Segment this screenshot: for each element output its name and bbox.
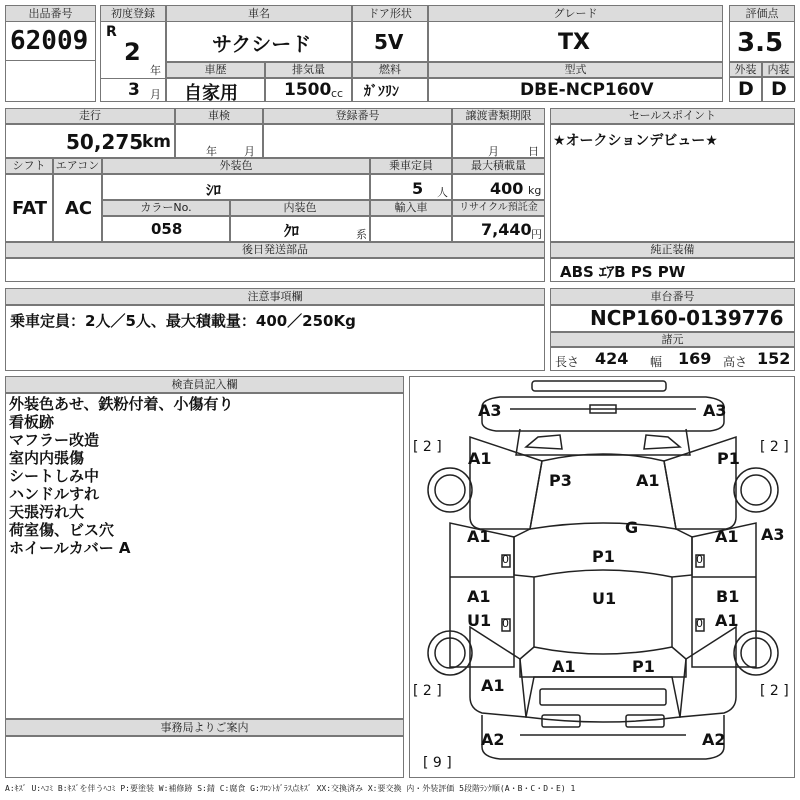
- ac-label: エアコン: [53, 158, 102, 174]
- mark-roof-front: P1: [592, 547, 615, 566]
- ext-label: 外装: [729, 62, 762, 77]
- mark-rear-left: A1: [552, 657, 576, 676]
- capacity-unit: 人: [437, 186, 448, 199]
- notes-value: 乗車定員：2人／5人、最大積載量：400／250Kg: [10, 312, 356, 330]
- interior-cell: [230, 216, 370, 242]
- mark-hood-right: A1: [636, 471, 660, 490]
- tire-front-left: [ 2 ]: [413, 439, 442, 455]
- inspection-year-unit: 年: [206, 145, 217, 158]
- interior-unit: 系: [356, 228, 367, 241]
- car-outline: [410, 377, 795, 778]
- door-label: ドア形状: [352, 5, 428, 22]
- spec-label: 諸元: [550, 332, 795, 347]
- office-cell: [5, 736, 404, 778]
- sales-label: セールスポイント: [550, 108, 795, 124]
- ext-rating: D: [738, 78, 754, 100]
- length-label: 長さ: [555, 355, 580, 369]
- plate-cell: [263, 124, 452, 158]
- mark-right-front-handle: 0: [696, 553, 703, 566]
- recycle-value: 7,440: [481, 220, 532, 239]
- spare-tire: [ 9 ]: [423, 755, 452, 771]
- mark-front-right-bumper: A3: [703, 401, 727, 420]
- history-value: 自家用: [184, 83, 238, 104]
- score-value: 3.5: [737, 28, 784, 58]
- reg-year: 2: [124, 38, 141, 66]
- lot-subcell: [5, 60, 96, 102]
- inspector-line: 荷室傷、ビス穴: [9, 521, 115, 539]
- capacity-label: 乗車定員: [370, 158, 452, 174]
- reg-month-unit: 月: [150, 88, 161, 101]
- later-parts-label: 後日発送部品: [5, 242, 545, 258]
- mark-left-front-handle: 0: [502, 553, 509, 566]
- load-value: 400: [490, 179, 524, 198]
- type-label: 型式: [428, 62, 723, 78]
- fuel-label: 燃料: [352, 62, 428, 78]
- load-label: 最大積載量: [452, 158, 545, 174]
- later-parts-cell: [5, 258, 545, 282]
- transfer-month-unit: 月: [488, 145, 499, 158]
- grade-value: TX: [558, 30, 590, 55]
- chassis-value: NCP160-0139776: [590, 306, 784, 330]
- shift-label: シフト: [5, 158, 53, 174]
- type-value: DBE-NCP160V: [520, 80, 654, 100]
- color-value: ｼﾛ: [206, 181, 222, 199]
- inspection-month-unit: 月: [244, 145, 255, 158]
- width-label: 幅: [650, 355, 663, 369]
- mark-rear-bumper-right: A2: [702, 730, 726, 749]
- int-rating: D: [771, 78, 787, 100]
- mark-front-left-bumper: A3: [478, 401, 502, 420]
- equip-label: 純正装備: [550, 242, 795, 258]
- int-label: 内装: [762, 62, 795, 77]
- height-label: 高さ: [723, 355, 748, 369]
- length-value: 424: [595, 349, 629, 368]
- tire-rear-right: [ 2 ]: [760, 683, 789, 699]
- plate-label: 登録番号: [263, 108, 452, 124]
- mark-left-rear-handle: 0: [502, 617, 509, 630]
- inspector-line: 看板跡: [9, 413, 55, 431]
- score-label: 評価点: [729, 5, 795, 22]
- tire-front-right: [ 2 ]: [760, 439, 789, 455]
- recycle-unit: 円: [531, 228, 542, 241]
- displacement-value: 1500: [284, 80, 332, 100]
- legend: A:ｷｽﾞ U:ﾍｺﾐ B:ｷｽﾞを伴うﾍｺﾐ P:要塗装 W:補修跡 S:錆 C:腐食 G:ﾌﾛﾝﾄｶﾞﾗｽ点ｷｽﾞ XX:交換済み X:要交換 内・外装評価 5段階ﾗﾝｸ順(A・B・C・D・E) 1: [5, 784, 576, 793]
- interior-value: ｸﾛ: [284, 222, 300, 240]
- mark-left-rear-door: A1: [467, 587, 491, 606]
- inspection-label: 車検: [175, 108, 263, 124]
- ac-value: AC: [65, 198, 93, 219]
- mark-left-rear-door-dent: U1: [467, 611, 492, 630]
- reg-era: R: [106, 24, 117, 40]
- sales-point: ★オークションデビュー★: [553, 133, 718, 149]
- capacity-value: 5: [412, 179, 424, 198]
- lot-number: 62009: [10, 26, 89, 56]
- interior-label: 内装色: [230, 200, 370, 216]
- damage-diagram: [409, 376, 795, 778]
- transfer-label: 譲渡書類期限: [452, 108, 545, 124]
- mark-right-front-door: A1: [715, 527, 739, 546]
- reg-label: 初度登録: [100, 5, 166, 22]
- reg-year-unit: 年: [150, 64, 161, 77]
- fuel-value: ｶﾞｿﾘﾝ: [364, 84, 399, 100]
- tire-rear-left: [ 2 ]: [413, 683, 442, 699]
- color-label: 外装色: [102, 158, 370, 174]
- inspector-line: ホイールカバー A: [9, 539, 131, 557]
- import-label: 輸入車: [370, 200, 452, 216]
- width-value: 169: [678, 349, 712, 368]
- mark-roof-rear: U1: [592, 589, 617, 608]
- lot-label: 出品番号: [5, 5, 96, 22]
- mark-right-rear-door: B1: [716, 587, 740, 606]
- history-label: 車歴: [166, 62, 265, 78]
- colorno-label: カラーNo.: [102, 200, 230, 216]
- chassis-label: 車台番号: [550, 288, 795, 305]
- inspector-line: 室内内張傷: [9, 449, 85, 467]
- mark-hood-left: P3: [549, 471, 572, 490]
- mark-rear-right: P1: [632, 657, 655, 676]
- mark-left-front-door: A1: [467, 527, 491, 546]
- color-cell: [102, 174, 370, 200]
- mark-right-edge: A3: [761, 525, 785, 544]
- reg-month: 3: [128, 80, 140, 100]
- shift-value: FAT: [12, 198, 48, 219]
- notes-label: 注意事項欄: [5, 288, 545, 305]
- colorno-value: 058: [151, 220, 183, 238]
- inspector-line: 天張汚れ大: [9, 503, 85, 521]
- mileage-value: 50,275: [66, 130, 144, 154]
- inspector-line: 外装色あせ、鉄粉付着、小傷有り: [9, 395, 234, 413]
- mark-rear-left-quarter: A1: [481, 676, 505, 695]
- equip-value: ABS ｴｱB PS PW: [560, 263, 686, 281]
- door-value: 5V: [374, 30, 404, 54]
- office-label: 事務局よりご案内: [5, 719, 404, 736]
- mileage-unit: km: [142, 132, 172, 152]
- model-label: 車名: [166, 5, 352, 22]
- inspector-line: ハンドルすれ: [9, 485, 100, 503]
- displacement-unit: cc: [331, 87, 344, 100]
- inspector-line: マフラー改造: [9, 431, 100, 449]
- mark-front-left-fender: A1: [468, 449, 492, 468]
- inspector-line: シートしみ中: [9, 467, 100, 485]
- height-value: 152: [757, 349, 791, 368]
- recycle-label: リサイクル預託金: [452, 200, 545, 216]
- mark-right-rear-door-scratch: A1: [715, 611, 739, 630]
- mark-right-rear-handle: 0: [696, 617, 703, 630]
- inspector-label: 検査員記入欄: [5, 376, 404, 393]
- load-unit: kg: [528, 184, 542, 197]
- mark-front-right-fender: P1: [717, 449, 740, 468]
- mark-rear-bumper-left: A2: [481, 730, 505, 749]
- inspector-notes: [9, 395, 234, 557]
- grade-label: グレード: [428, 5, 723, 22]
- displacement-label: 排気量: [265, 62, 352, 78]
- model-name: サクシード: [212, 32, 312, 56]
- mark-windshield: G: [625, 518, 639, 537]
- transfer-day-unit: 日: [528, 145, 539, 158]
- mileage-label: 走行: [5, 108, 175, 124]
- import-cell: [370, 216, 452, 242]
